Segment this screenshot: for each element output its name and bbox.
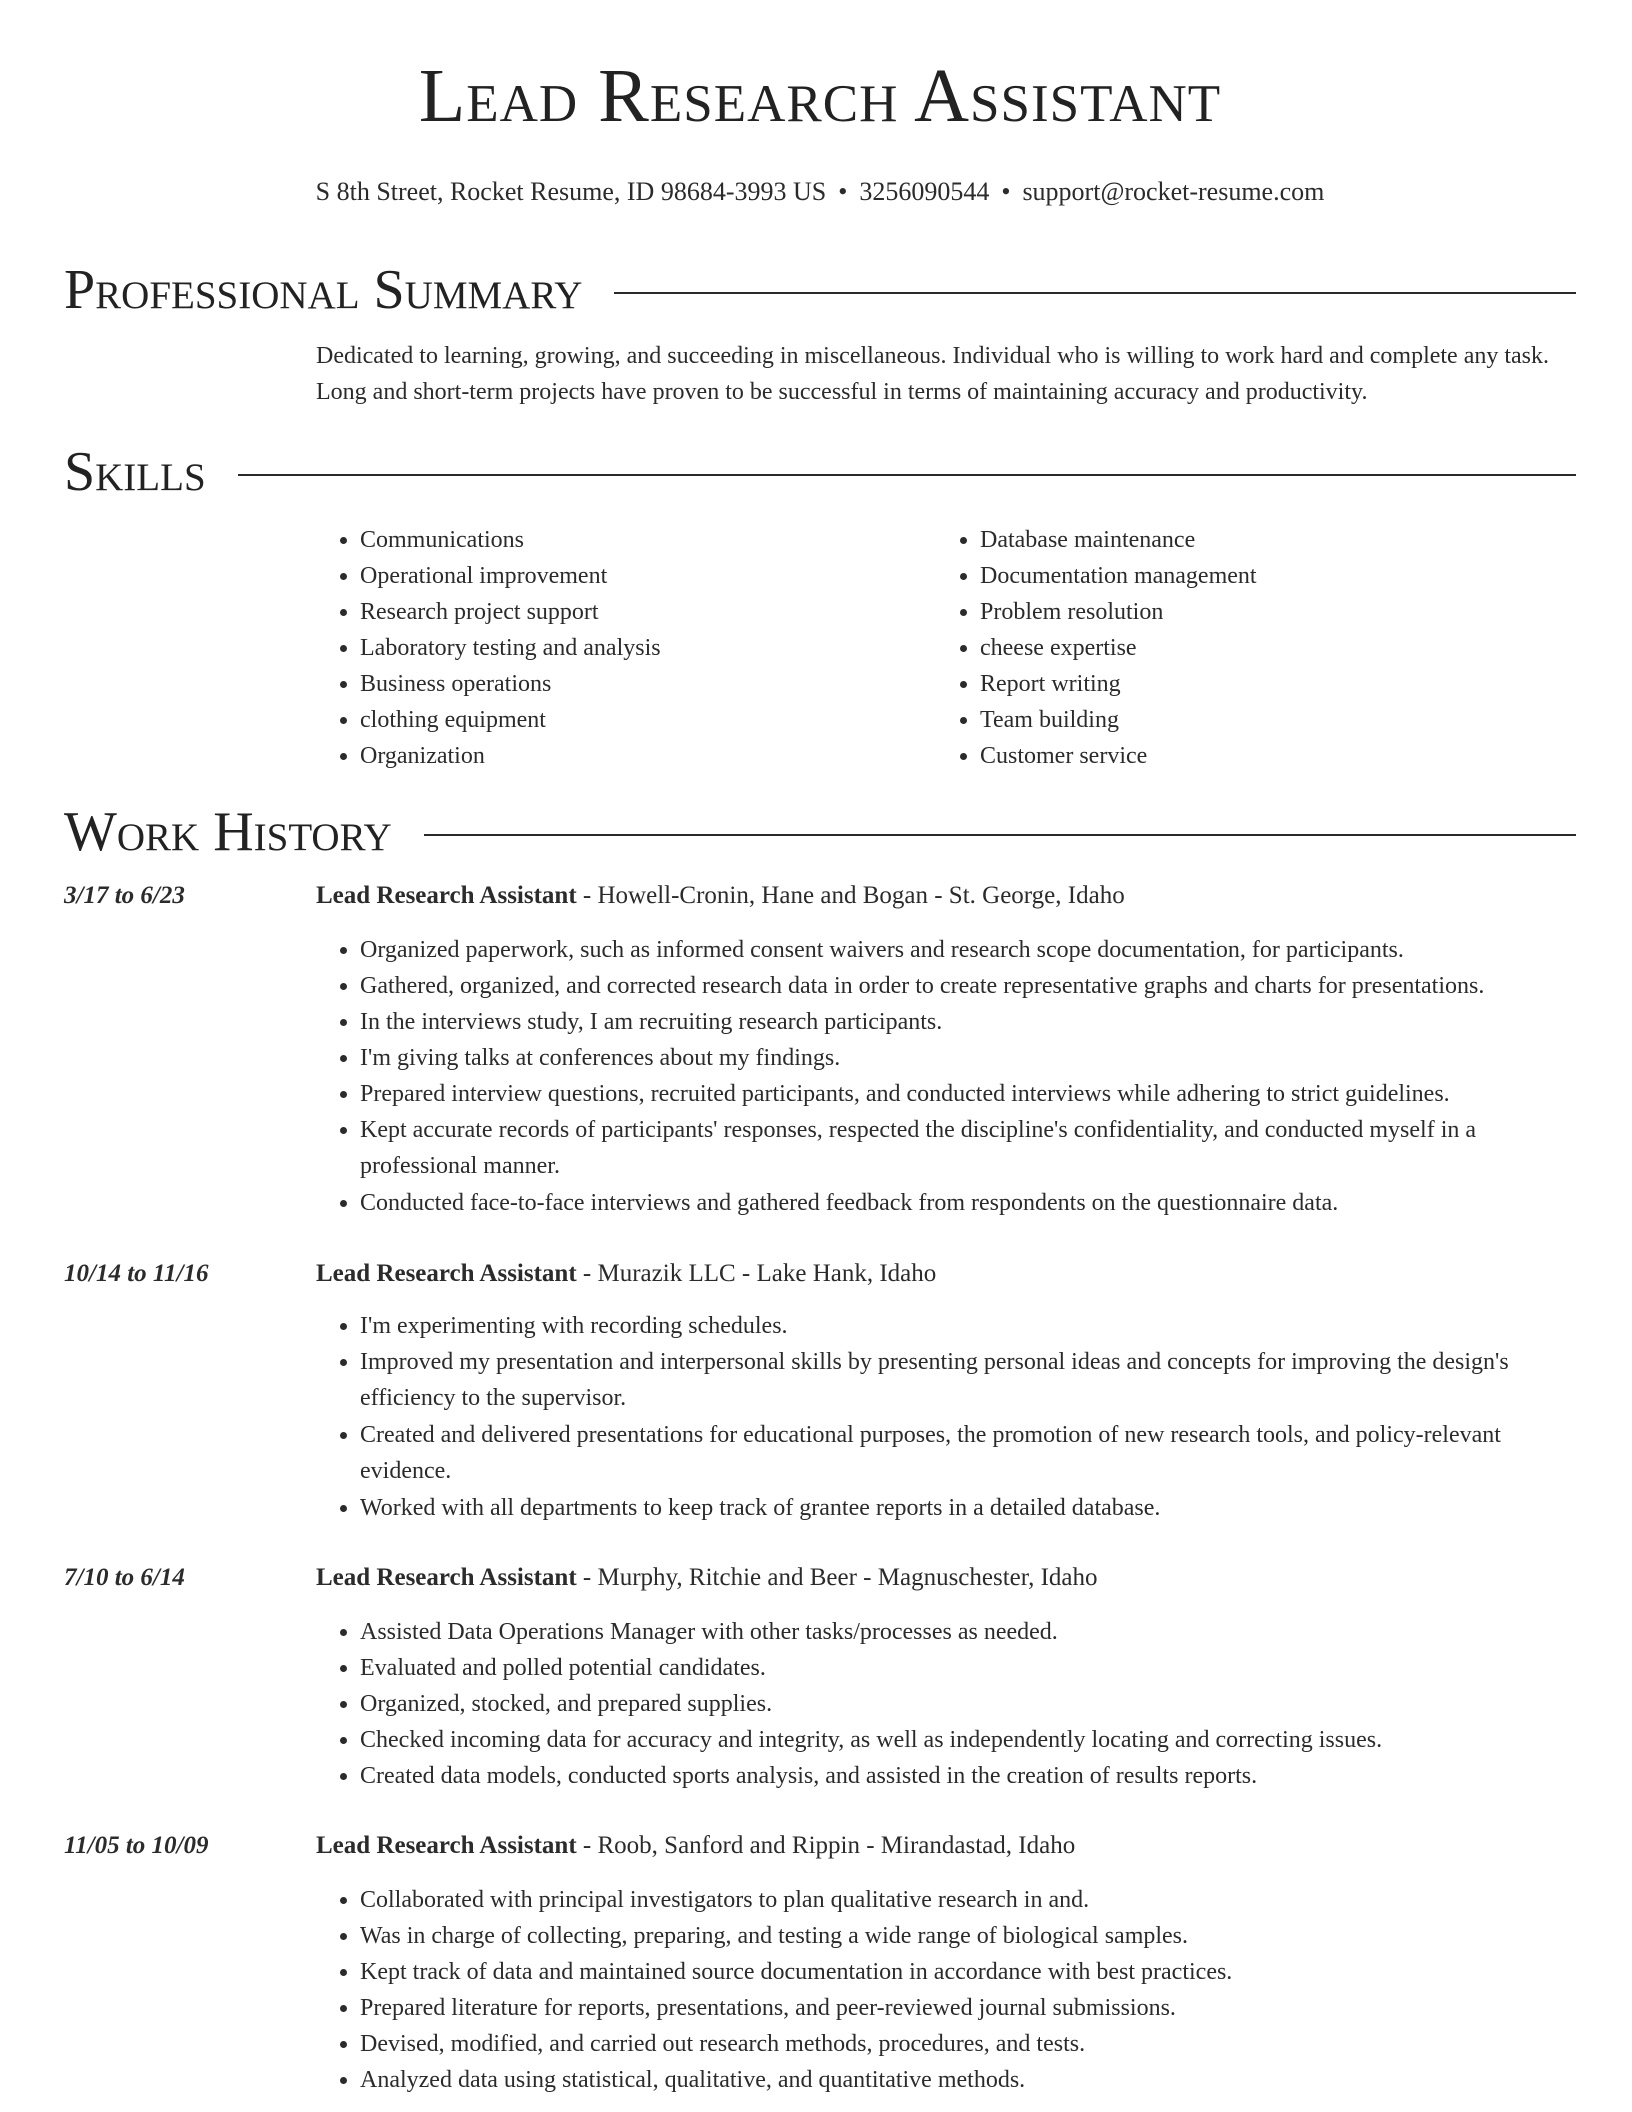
job-duty: • Checked incoming data for accuracy and integrity, as well as independently locating and correcting issues.	[360, 1722, 1576, 1758]
job-duty: • Gathered, organized, and corrected research data in order to create representative graphs and charts for presentations.	[360, 968, 1576, 1004]
skill-item: • Documentation management	[980, 558, 1556, 594]
skill-item: • Database maintenance	[980, 522, 1556, 558]
job-duty: • Analyzed data using statistical, qualitative, and quantitative methods.	[360, 2062, 1576, 2098]
section-divider	[614, 292, 1576, 294]
job-title-line	[316, 1560, 1576, 1596]
job-duty: • Kept accurate records of participants' responses, respected the discipline's confidentiality, and conducted myself in a professional manner.	[360, 1112, 1576, 1184]
skill-item: • Report writing	[980, 666, 1556, 702]
job-duty: • Created and delivered presentations for educational purposes, the promotion of new research tools, and policy-relevant evidence.	[360, 1417, 1576, 1489]
job-employer: - Roob, Sanford and Rippin - Mirandastad, Idaho	[576, 1832, 1076, 1859]
job-duty: • Organized paperwork, such as informed consent waivers and research scope documentation, for participants.	[360, 932, 1576, 968]
work-section-header	[64, 801, 1576, 863]
skills-heading: Skills	[64, 441, 206, 503]
job-employer: - Howell-Cronin, Hane and Bogan - St. George, Idaho	[576, 882, 1125, 909]
skill-item: • Laboratory testing and analysis	[360, 630, 936, 666]
contact-line	[64, 176, 1576, 208]
job-duty: • Worked with all departments to keep track of grantee reports in a detailed database.	[360, 1490, 1576, 1526]
skills-column-right	[936, 522, 1556, 774]
job-duty: • I'm giving talks at conferences about my findings.	[360, 1040, 1576, 1076]
skill-item: • Customer service	[980, 738, 1556, 774]
skills-column-left	[316, 522, 936, 774]
job-duty: • Conducted face-to-face interviews and gathered feedback from respondents on the questionnaire data.	[360, 1185, 1576, 1221]
job-title-line	[316, 1256, 1576, 1292]
job-title: Lead Research Assistant	[316, 1260, 577, 1287]
job-dates: 11/05 to 10/09	[64, 1832, 209, 1859]
work-heading: Work History	[64, 801, 392, 863]
contact-separator: •	[838, 177, 848, 206]
skill-item: • Problem resolution	[980, 594, 1556, 630]
summary-text: Dedicated to learning, growing, and succeeding in miscellaneous. Individual who is willing to work hard and complete any task. Long and short-term projects have proven to be successful in terms of maintaining accuracy and productivity.	[316, 343, 1550, 405]
contact-separator: •	[1001, 177, 1011, 206]
job-duty: • Prepared literature for reports, presentations, and peer-reviewed journal submissions.	[360, 1990, 1576, 2026]
section-divider	[424, 834, 1576, 836]
skill-item: • Communications	[360, 522, 936, 558]
job-duty: • I'm experimenting with recording schedules.	[360, 1308, 1576, 1344]
contact-address: S 8th Street, Rocket Resume, ID 98684-3993 US	[315, 177, 827, 206]
job-duty: • Organized, stocked, and prepared supplies.	[360, 1686, 1576, 1722]
job-duties	[316, 1308, 1576, 1526]
job-dates: 10/14 to 11/16	[64, 1260, 209, 1287]
job-duty: • Improved my presentation and interpersonal skills by presenting personal ideas and concepts for improving the design's efficiency to the supervisor.	[360, 1344, 1576, 1416]
job-duty: • Kept track of data and maintained source documentation in accordance with best practices.	[360, 1954, 1576, 1990]
job-dates: 3/17 to 6/23	[64, 882, 185, 909]
job-duty: • Evaluated and polled potential candidates.	[360, 1650, 1576, 1686]
job-duty: • Created data models, conducted sports analysis, and assisted in the creation of results reports.	[360, 1758, 1576, 1794]
job-employer: - Murphy, Ritchie and Beer - Magnuschester, Idaho	[576, 1564, 1098, 1591]
job-title: Lead Research Assistant	[316, 1832, 577, 1859]
job-duty: • Prepared interview questions, recruited participants, and conducted interviews while adhering to strict guidelines.	[360, 1076, 1576, 1112]
contact-email: support@rocket-resume.com	[1022, 177, 1325, 206]
job-employer: - Murazik LLC - Lake Hank, Idaho	[576, 1260, 937, 1287]
summary-heading: Professional Summary	[64, 259, 583, 321]
skill-item: • Research project support	[360, 594, 936, 630]
job-duties	[316, 1614, 1576, 1794]
job-dates: 7/10 to 6/14	[64, 1564, 185, 1591]
skill-item: • cheese expertise	[980, 630, 1556, 666]
skills-list	[316, 522, 1576, 774]
job-title: Lead Research Assistant	[316, 882, 577, 909]
skill-item: • Team building	[980, 702, 1556, 738]
job-duty: • Devised, modified, and carried out research methods, procedures, and tests.	[360, 2026, 1576, 2062]
job-duties	[316, 932, 1576, 1221]
skill-item: • Business operations	[360, 666, 936, 702]
job-duty: • Assisted Data Operations Manager with other tasks/processes as needed.	[360, 1614, 1576, 1650]
job-title-line	[316, 1828, 1576, 1864]
job-title: Lead Research Assistant	[316, 1564, 577, 1591]
skill-item: • Organization	[360, 738, 936, 774]
job-duty: • Collaborated with principal investigators to plan qualitative research in and.	[360, 1882, 1576, 1918]
job-duties	[316, 1882, 1576, 2098]
section-divider	[238, 474, 1576, 476]
resume-name: Lead Research Assistant	[418, 54, 1222, 138]
skill-item: • Operational improvement	[360, 558, 936, 594]
summary-section-header	[64, 259, 1576, 321]
skills-section-header	[64, 441, 1576, 503]
skill-item: • clothing equipment	[360, 702, 936, 738]
job-title-line	[316, 878, 1576, 914]
job-duty: • In the interviews study, I am recruiting research participants.	[360, 1004, 1576, 1040]
contact-phone: 3256090544	[859, 177, 990, 206]
job-duty: • Was in charge of collecting, preparing, and testing a wide range of biological samples.	[360, 1918, 1576, 1954]
